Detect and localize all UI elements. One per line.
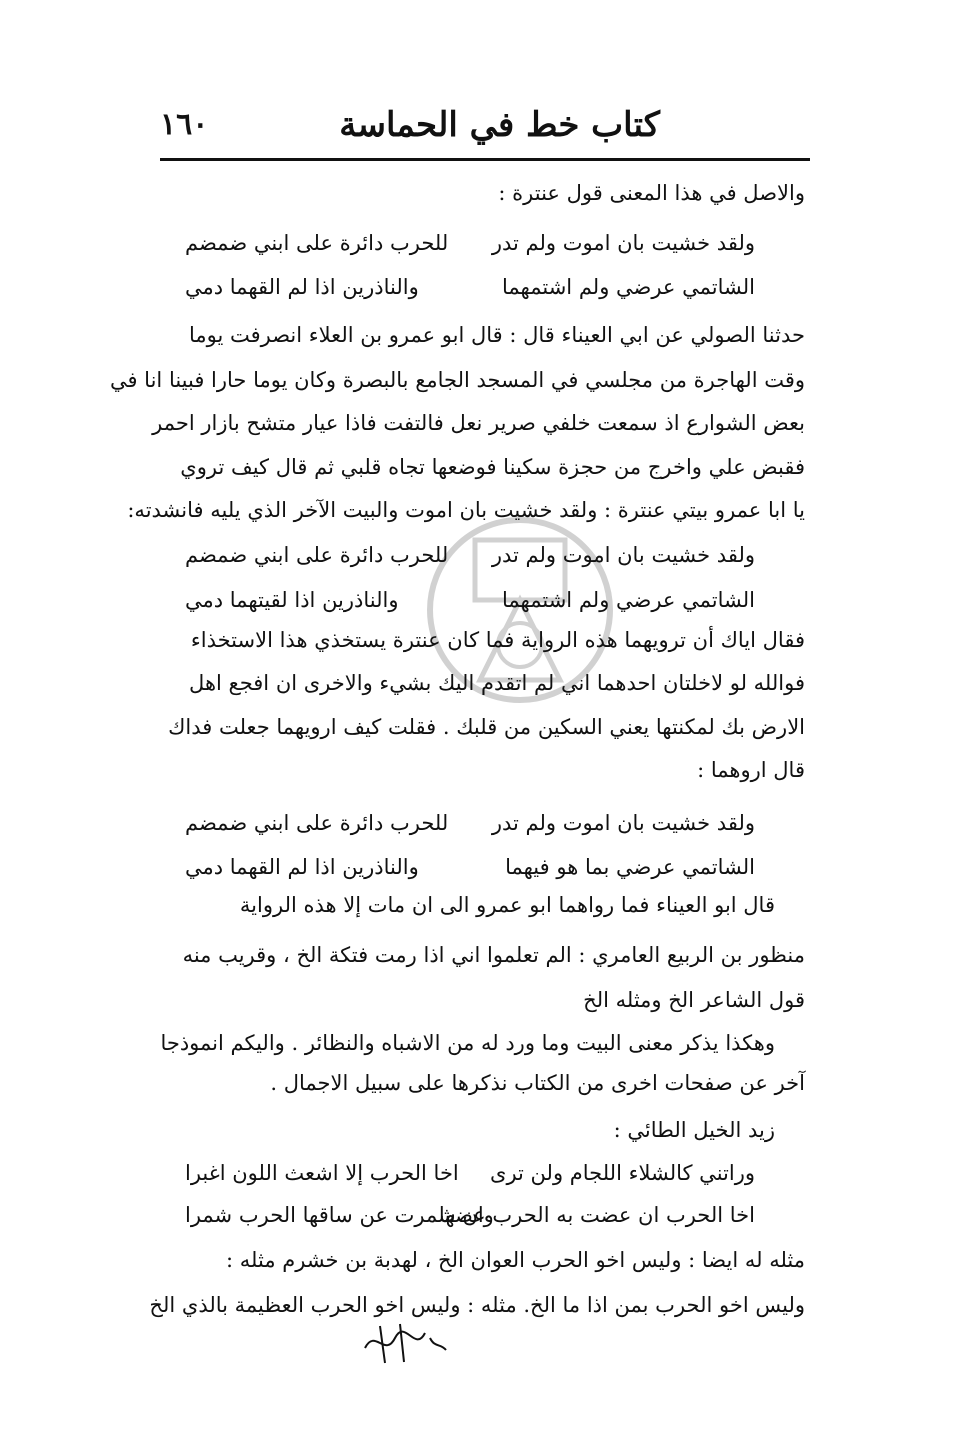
- prose-line: بعض الشوارع اذ سمعت خلفي صرير نعل فالتفت فاذا عيار متشح بازار احمر: [152, 411, 805, 435]
- prose-line: فوالله لو لاخلتان احدهما اني لم اتقدم اليك بشيء والاخرى ان افجع اهل: [189, 671, 805, 695]
- verse-hemistich-left: للحرب دائرة على ابني ضمضم: [185, 811, 449, 835]
- prose-line: الارض بك لمكنتها يعني السكين من قلبك . فقلت كيف ارويهما جعلت فداك: [168, 715, 805, 739]
- verse-hemistich-left: والناذرين اذا لم القهما دمي: [185, 855, 419, 879]
- prose-line: قال ابو العيناء فما رواهما ابو عمرو الى ان مات إلا هذه الرواية: [239, 893, 775, 917]
- page-title: كتاب خط في الحماسة: [339, 105, 660, 145]
- prose-line: فقال اياك أن ترويهما هذه الرواية فما كان عنترة يستخذي هذا الاستخذاء: [190, 628, 805, 652]
- verse-hemistich-right: اخا الحرب ان عضت به الحرب عضها: [438, 1203, 755, 1227]
- prose-line: فقبض علي واخرج من حجزة سكينا فوضعها تجاه قلبي ثم قال كيف تروي: [180, 455, 805, 479]
- verse-hemistich-right: ولقد خشيت بان اموت ولم تدر: [491, 811, 755, 835]
- verse-hemistich-left: وان شمرت عن ساقها الحرب شمرا: [185, 1203, 494, 1227]
- signature-mark: [360, 1318, 450, 1366]
- verse-hemistich-right: ولقد خشيت بان اموت ولم تدر: [491, 543, 755, 567]
- header-rule: [160, 158, 810, 161]
- prose-line: وقت الهاجرة من مجلسي في المسجد الجامع بالبصرة وكان يوما حارا فبينا انا في: [109, 368, 805, 392]
- verse-hemistich-left: للحرب دائرة على ابني ضمضم: [185, 543, 449, 567]
- verse-hemistich-left: اخا الحرب إلا اشعث اللون اغبرا: [185, 1161, 459, 1185]
- verse-hemistich-left: للحرب دائرة على ابني ضمضم: [185, 231, 449, 255]
- verse-hemistich-right: ولقد خشيت بان اموت ولم تدر: [491, 231, 755, 255]
- prose-line: وليس اخو الحرب بمن اذا ما الخ. مثله : وليس اخو الحرب العظيمة بالذي الخ: [149, 1293, 805, 1317]
- page-header: [160, 105, 810, 155]
- verse-hemistich-right: الشاتمي عرضي ولم اشتمهما: [502, 275, 755, 299]
- prose-line: حدثنا الصولي عن ابي العيناء قال : قال ابو عمرو بن العلاء انصرفت يوما: [188, 323, 805, 347]
- prose-line: زيد الخيل الطائي :: [613, 1118, 775, 1142]
- page-number: ١٦٠: [160, 107, 209, 142]
- prose-line: وهكذا يذكر معنى البيت وما ورد له من الاشباه والنظائر . واليكم انموذجا: [160, 1031, 775, 1055]
- verse-hemistich-right: الشاتمي عرضي بما هو فيهما: [505, 855, 755, 879]
- verse-hemistich-left: والناذرين اذا لم القهما دمي: [185, 275, 419, 299]
- prose-line: آخر عن صفحات اخرى من الكتاب نذكرها على سبيل الاجمال .: [270, 1071, 805, 1095]
- prose-line: قال اروهما :: [697, 758, 805, 782]
- verse-hemistich-right: وراتني كالشلاء اللجام ولن ترى: [490, 1161, 755, 1185]
- prose-line: مثله له ايضا : وليس اخو الحرب العوان الخ ، لهدبة بن خشرم مثله :: [226, 1248, 805, 1272]
- prose-line: يا ابا عمرو بيتي عنترة : ولقد خشيت بان اموت والبيت الآخر الذي يليه فانشدته:: [127, 498, 805, 522]
- verse-hemistich-right: الشاتمي عرضي ولم اشتمهما: [502, 588, 755, 612]
- verse-hemistich-left: والناذرين اذا لقيتهما دمي: [185, 588, 399, 612]
- prose-line: قول الشاعر الخ ومثله الخ: [583, 988, 805, 1012]
- prose-line: منظور بن الربيع العامري : الم تعلموا اني اذا رمت فتكة الخ ، وقريب منه: [182, 943, 805, 967]
- prose-line: والاصل في هذا المعنى قول عنترة :: [498, 181, 805, 205]
